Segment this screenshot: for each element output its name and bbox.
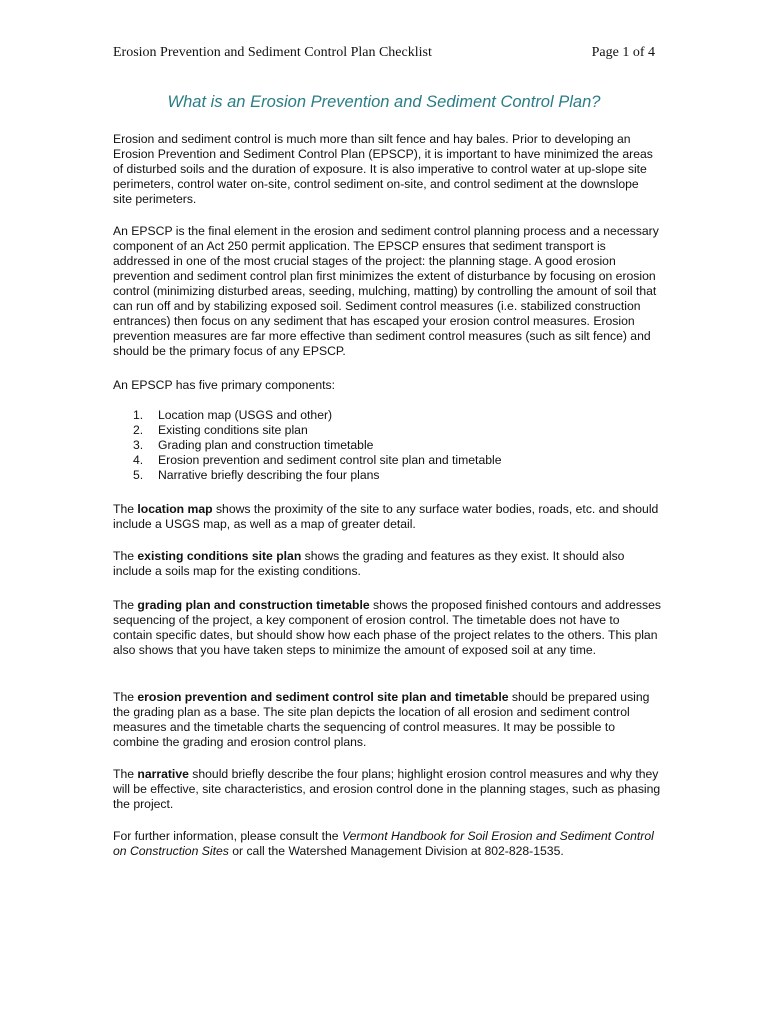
text-run: The	[113, 549, 138, 563]
components-list	[133, 408, 502, 483]
list-item-number: 1.	[133, 408, 144, 422]
text-run: should briefly describe the four plans; highlight erosion control measures and why they will be effective, site characteristics, and erosion control done in the planning stages, such as phasing the project.	[113, 767, 661, 811]
text-run: The	[113, 690, 138, 704]
list-item-text: Location map (USGS and other)	[158, 408, 333, 422]
text-run: or call the Watershed Management Division at 802-828-1535.	[228, 844, 564, 858]
further-info-paragraph	[113, 829, 661, 859]
list-item	[133, 453, 502, 468]
site-plan-paragraph	[113, 690, 661, 750]
list-item-text: Existing conditions site plan	[158, 423, 308, 437]
document-heading: What is an Erosion Prevention and Sediment Control Plan?	[167, 93, 601, 111]
grading-plan-paragraph	[113, 598, 661, 658]
list-item	[133, 408, 502, 423]
list-item-number: 5.	[133, 468, 144, 482]
text-run: shows the proposed finished contours and addresses sequencing of the project, a key component of erosion control. The timetable does not have to contain specific dates, but should show how each phase of the project relates to the others. This plan also shows that you have taken steps to minimize the amount of exposed soil at any time.	[113, 598, 661, 657]
text-run: shows the proximity of the site to any surface water bodies, roads, etc. and should include a USGS map, as well as a map of greater detail.	[113, 502, 659, 531]
page-header	[113, 45, 655, 65]
page-number: Page 1 of 4	[591, 45, 655, 60]
list-item-number: 4.	[133, 453, 144, 467]
list-item	[133, 468, 502, 483]
text-run: The	[113, 502, 138, 516]
existing-conditions-term: existing conditions site plan	[137, 549, 302, 563]
epscp-overview-paragraph: An EPSCP is the final element in the erosion and sediment control planning process and a necessary component of an Act 250 permit application. The EPSCP ensures that sediment transport is addressed in one of the most crucial stages of the project: the planning stage. A good erosion prevention and sediment control plan first minimizes the extent of disturbance by focusing on erosion control (minimizing disturbed areas, seeding, mulching, matting) by controlling the amount of soil that can run off and by stabilizing exposed soil. Sediment control measures (i.e. stabilized construction entrances) then focus on any sediment that has escaped your erosion control measures. Erosion prevention measures are far more effective than sediment control measures (such as silt fence) and should be the primary focus of any EPSCP.	[113, 224, 659, 358]
text-run: The	[113, 598, 138, 612]
list-item-text: Grading plan and construction timetable	[158, 438, 374, 452]
existing-conditions-paragraph	[113, 549, 661, 579]
list-item-text: Erosion prevention and sediment control site plan and timetable	[158, 453, 502, 467]
components-intro: An EPSCP has five primary components:	[113, 378, 335, 392]
list-item	[133, 438, 502, 453]
narrative-term: narrative	[137, 767, 189, 781]
list-item-number: 2.	[133, 423, 144, 437]
site-plan-term: erosion prevention and sediment control site plan and timetable	[137, 690, 509, 704]
location-map-term: location map	[137, 502, 213, 516]
narrative-paragraph	[113, 767, 661, 812]
text-run: For further information, please consult the	[113, 829, 342, 843]
list-item-number: 3.	[133, 438, 144, 452]
header-title: Erosion Prevention and Sediment Control Plan Checklist	[113, 45, 432, 60]
location-map-paragraph	[113, 502, 661, 532]
list-item	[133, 423, 502, 438]
grading-plan-term: grading plan and construction timetable	[137, 598, 370, 612]
handbook-title: Vermont Handbook for Soil Erosion and Sediment Control on Construction Sites	[113, 829, 654, 858]
intro-paragraph: Erosion and sediment control is much more than silt fence and hay bales. Prior to developing an Erosion Prevention and Sediment Control Plan (EPSCP), it is important to have minimized the areas of disturbed soils and the duration of exposure. It is also imperative to control water at up-slope site perimeters, control water on-site, control sediment on-site, and control sediment at the downslope site perimeters.	[113, 132, 653, 206]
text-run: should be prepared using the grading plan as a base. The site plan depicts the location of all erosion and sediment control measures and the timetable charts the sequencing of control measures. It may be possible to combine the grading and erosion control plans.	[113, 690, 650, 749]
list-item-text: Narrative briefly describing the four plans	[158, 468, 380, 482]
text-run: shows the grading and features as they exist. It should also include a soils map for the existing conditions.	[113, 549, 625, 578]
text-run: The	[113, 767, 138, 781]
